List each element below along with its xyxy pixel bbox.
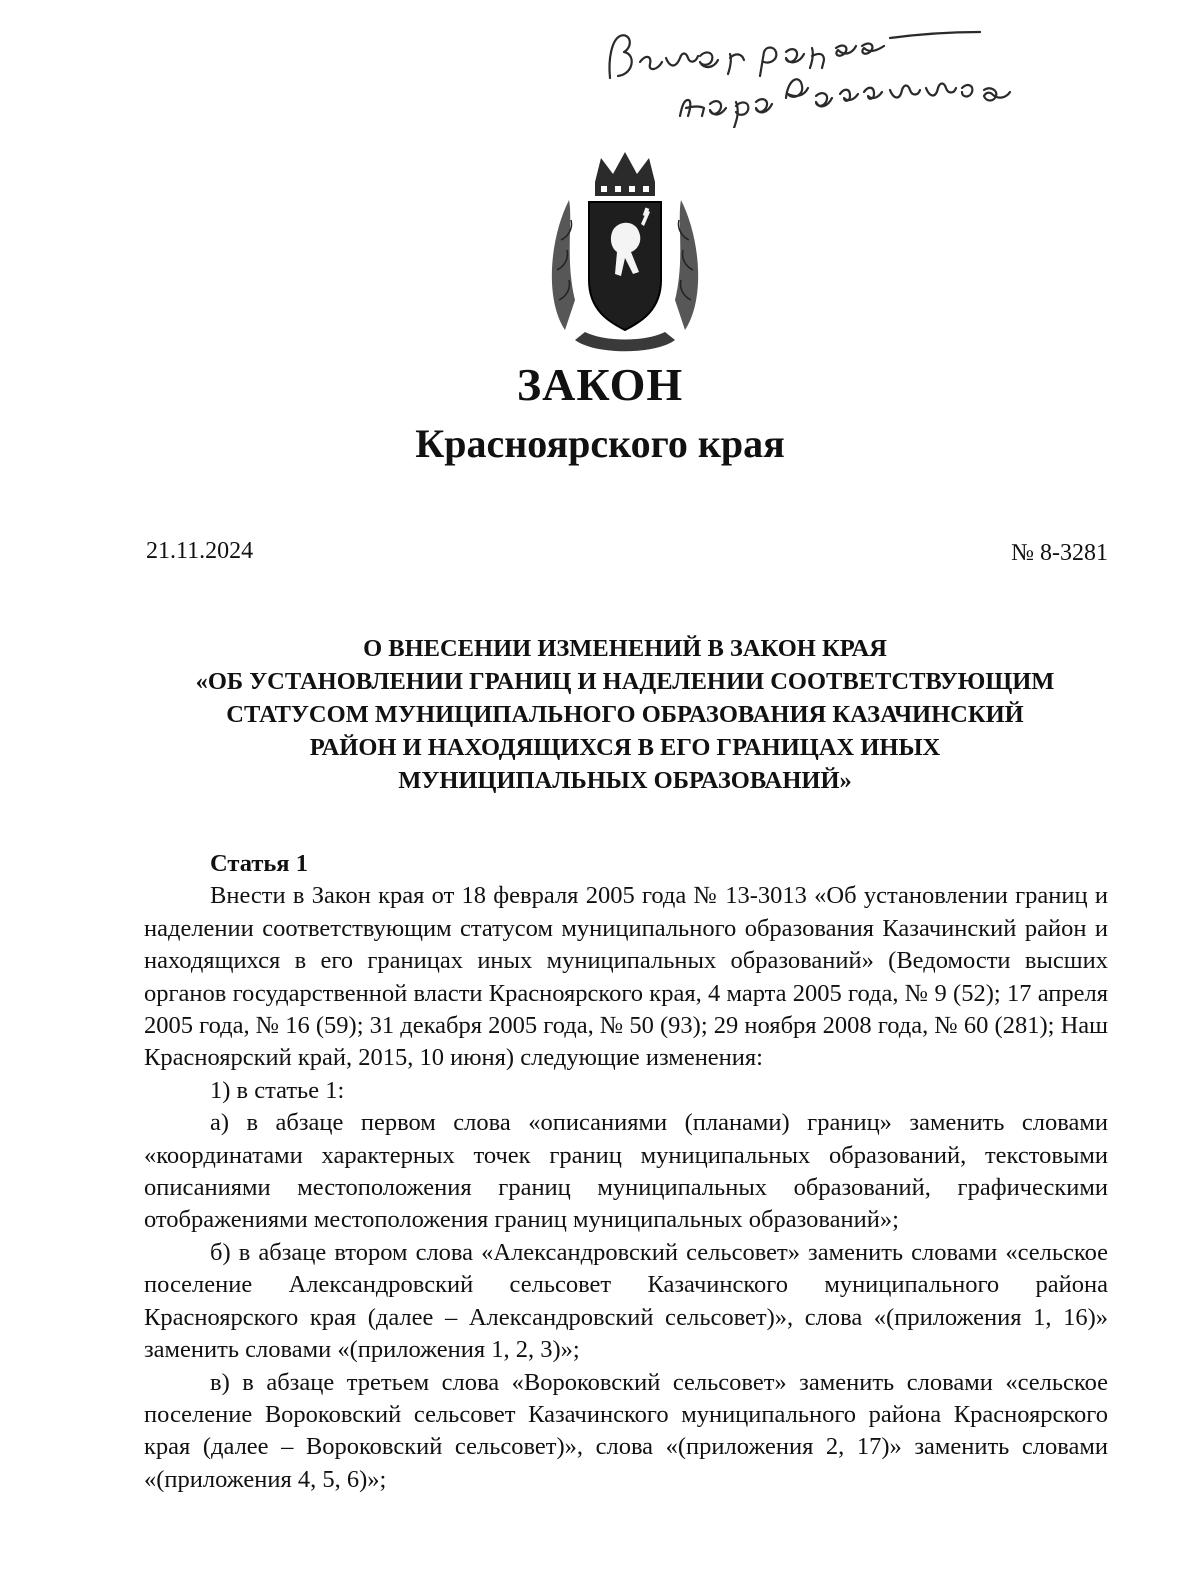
article-body	[144, 848, 1108, 1496]
coat-of-arms	[545, 150, 705, 360]
law-subtitle: Красноярского края	[415, 421, 785, 466]
law-title: ЗАКОН	[516, 359, 684, 410]
heading-line: «ОБ УСТАНОВЛЕНИИ ГРАНИЦ И НАДЕЛЕНИИ СООТВЕТСТВУЮЩИМ	[195, 668, 1055, 695]
heading-line: МУНИЦИПАЛЬНЫХ ОБРАЗОВАНИЙ»	[398, 767, 852, 794]
article-paragraph: Внести в Закон края от 18 февраля 2005 года № 13-3013 «Об установлении границ и наделении соответствующим статусом муниципального образования Казачинский район и находящихся в его границах иных муниципальных образований» (Ведомости высших органов государственной власти Красноярского края, 4 марта 2005 года, № 9 (52); 17 апреля 2005 года, № 16 (59); 31 декабря 2005 года, № 50 (93); 29 ноября 2008 года, № 60 (281); Наш Красноярский край, 2015, 10 июня) следующие изменения:	[144, 882, 1108, 1072]
article-paragraph: 1) в статье 1:	[210, 1076, 345, 1104]
heading-line: РАЙОН И НАХОДЯЩИХСЯ В ЕГО ГРАНИЦАХ ИНЫХ	[309, 734, 941, 761]
heading-line: СТАТУСОМ МУНИЦИПАЛЬНОГО ОБРАЗОВАНИЯ КАЗАЧИНСКИЙ	[226, 701, 1024, 728]
article-paragraph: а) в абзаце первом слова «описаниями (планами) границ» заменить словами «координатами характерных точек границ муниципальных образований, текстовыми описаниями местоположения границ муниципальных образований, графическими отображениями местоположения границ муниципальных образований»;	[144, 1109, 1108, 1234]
handwriting-scribble-icon	[590, 18, 1110, 128]
article-paragraph: б) в абзаце втором слова «Александровский сельсовет» заменить словами «сельское поселение Александровский сельсовет Казачинского муниципального района Красноярского края (далее – Александровский сельсовет)», слова «(приложения 1, 16)» заменить словами «(приложения 1, 2, 3)»;	[144, 1238, 1108, 1364]
heading-line: О ВНЕСЕНИИ ИЗМЕНЕНИЙ В ЗАКОН КРАЯ	[363, 635, 887, 662]
article-paragraph: в) в абзаце третьем слова «Вороковский сельсовет» заменить словами «сельское поселение Вороковский сельсовет Казачинского муниципального района Красноярского края (далее – Вороковский сельсовет)», слова «(приложения 2, 17)» заменить словами «(приложения 4, 5, 6)»;	[144, 1368, 1108, 1493]
handwritten-note	[590, 18, 1110, 128]
law-date: 21.11.2024	[146, 538, 254, 564]
law-number: № 8-3281	[1011, 540, 1108, 566]
article-title: Статья 1	[210, 850, 308, 877]
krasnoyarsk-coat-of-arms-icon	[545, 150, 705, 360]
law-heading	[140, 632, 1110, 797]
